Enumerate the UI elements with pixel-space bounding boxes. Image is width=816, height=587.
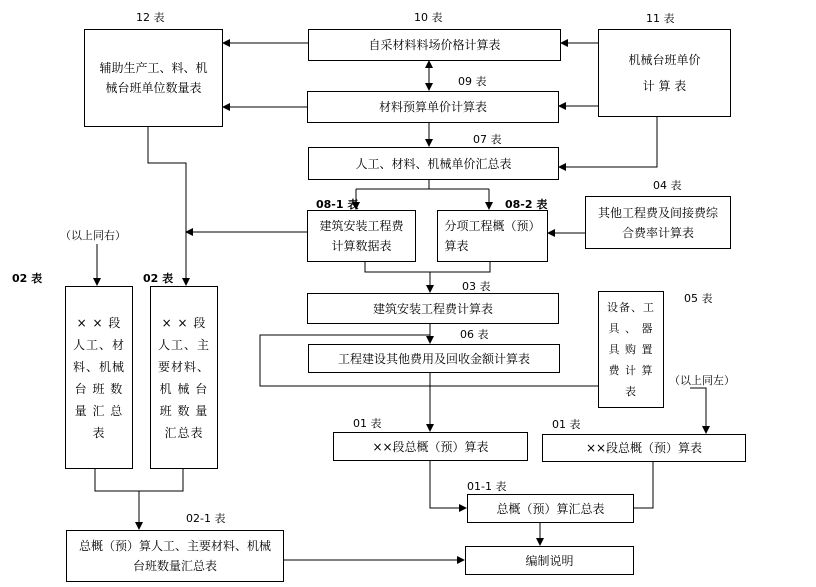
merge-02-to-021 (95, 469, 183, 491)
table-02b-box (150, 286, 218, 469)
table-01-1-box (467, 494, 634, 523)
table-02-1-text: 总概（预）算人工、主要材料、机械 台班数量汇总表 (78, 539, 271, 573)
table-10-text: 自采材料料场价格计算表 (368, 38, 501, 52)
table-09-box (307, 91, 559, 123)
label-03: 03 表 (462, 280, 491, 293)
table-02b-text: × × 段 人工、主 要材料、 机 械 台 班 数 量 汇总表 (157, 315, 210, 440)
table-11-box (598, 29, 731, 117)
table-01b-text: ××段总概（预）算表 (585, 441, 703, 455)
compilation-notes-box (465, 546, 634, 575)
label-11: 11 表 (646, 12, 675, 25)
table-10-box (308, 29, 561, 61)
table-01-1-text: 总概（预）算汇总表 (496, 501, 605, 516)
label-same-left: （以上同左） (669, 374, 735, 387)
table-08-1-text: 建筑安装工程费 计算数据表 (319, 219, 404, 253)
table-12-text: 辅助生产工、料、机 械台班单位数量表 (99, 61, 208, 95)
table-04-text: 其他工程费及间接费综 合费率计算表 (597, 205, 718, 240)
table-01a-text: ××段总概（预）算表 (372, 439, 489, 454)
label-09: 09 表 (458, 75, 487, 88)
label-02b: 02 表 (143, 272, 174, 285)
label-02-1: 02-1 表 (186, 512, 226, 525)
table-03-text: 建筑安装工程费计算表 (372, 301, 493, 316)
table-02a-box (65, 286, 133, 469)
label-08-1: 08-1 表 (316, 198, 359, 211)
table-09-text: 材料预算单价计算表 (378, 100, 487, 114)
label-08-2: 08-2 表 (505, 198, 548, 211)
arrow-01b-to-011 (634, 462, 653, 508)
table-01b-box (542, 434, 746, 462)
label-05: 05 表 (684, 292, 713, 305)
arrow-same-left-to-01b (690, 388, 706, 433)
arrow-01a-to-011 (430, 461, 466, 508)
label-12: 12 表 (136, 11, 165, 24)
table-04-box (585, 196, 731, 249)
table-05-text: 设备、工 具 、 器 具 购 置 费 计 算 表 (607, 301, 655, 398)
label-01-1: 01-1 表 (467, 480, 507, 493)
label-01b: 01 表 (552, 418, 581, 431)
table-07-box (308, 147, 559, 180)
table-11-text: 机械台班单价 计 算 表 (628, 53, 701, 93)
table-12-box (84, 29, 223, 127)
table-05-box (598, 291, 664, 408)
label-same-right: （以上同右） (60, 229, 126, 242)
merge-08-to-03 (365, 261, 490, 272)
table-08-1-box (307, 210, 416, 262)
table-02-1-box (66, 530, 284, 582)
arrow-11-to-07 (559, 117, 657, 167)
table-07-text: 人工、材料、机械单价汇总表 (355, 156, 512, 171)
table-03-box (307, 293, 559, 324)
arrow-12-to-02b (148, 127, 186, 285)
table-08-2-text: 分项工程概（预） 算表 (444, 219, 541, 253)
label-01a: 01 表 (353, 417, 382, 430)
label-10: 10 表 (414, 11, 443, 24)
table-02a-text: × × 段 人工、材 料、机械 台 班 数 量 汇 总 表 (72, 315, 125, 440)
label-07: 07 表 (473, 133, 502, 146)
table-08-2-box (437, 210, 548, 262)
label-04: 04 表 (653, 179, 682, 192)
label-06: 06 表 (460, 328, 489, 341)
label-02a: 02 表 (12, 272, 43, 285)
table-06-text: 工程建设其他费用及回收金额计算表 (337, 351, 530, 366)
compilation-notes-text: 编制说明 (525, 553, 574, 568)
table-01a-box (333, 432, 528, 461)
table-06-box (308, 344, 560, 373)
